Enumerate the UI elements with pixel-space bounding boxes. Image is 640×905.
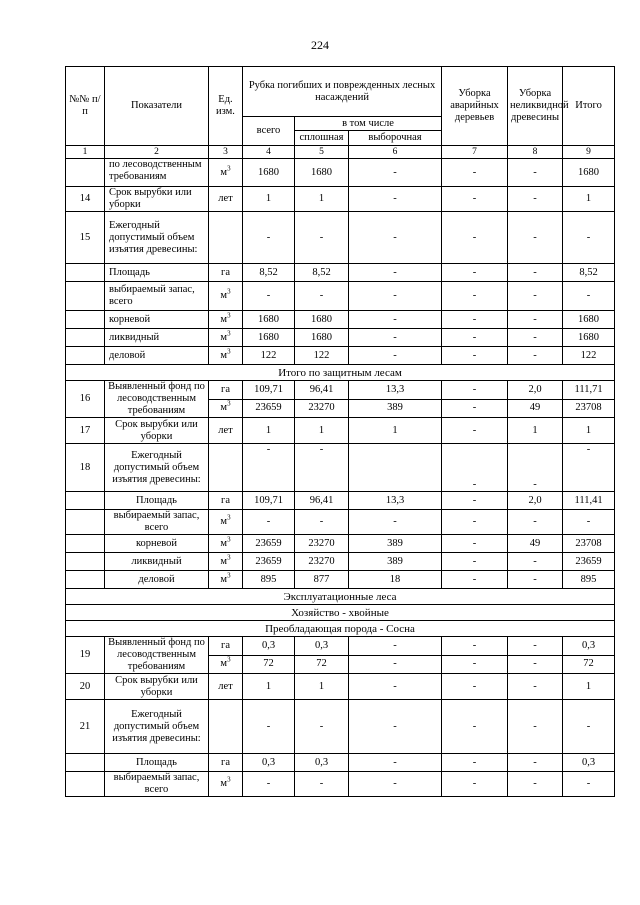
row-label: деловой (105, 571, 209, 589)
unit-m3-exp: 3 (227, 164, 231, 172)
value-cell: - (442, 510, 508, 535)
value-cell: - (442, 700, 508, 754)
row-number (66, 347, 105, 365)
value-cell: 1680 (563, 329, 615, 347)
value-cell: - (442, 329, 508, 347)
value-cell: 72 (563, 655, 615, 674)
forest-felling-table (65, 66, 615, 797)
row-label: Выявленный фонд по лесоводственным требованиям (105, 637, 209, 674)
value-cell: 877 (295, 571, 349, 589)
value-cell (349, 444, 442, 492)
value-cell: 8,52 (243, 264, 295, 282)
unit-m3-base: м (220, 778, 228, 789)
unit-m3-base: м (220, 331, 228, 343)
row-number: 19 (66, 637, 105, 674)
unit-m3-exp: 3 (227, 553, 231, 561)
unit-m3-base: м (220, 166, 228, 178)
row-number (66, 571, 105, 589)
row-number: 15 (66, 212, 105, 264)
unit-cell (209, 311, 243, 329)
value-cell: - (442, 571, 508, 589)
value-cell: 23270 (295, 399, 349, 418)
value-cell: - (243, 444, 295, 492)
unit-cell (209, 399, 243, 418)
header-indicators: Показатели (105, 67, 209, 146)
value-cell: - (349, 637, 442, 656)
value-cell: - (349, 159, 442, 187)
value-cell: 895 (563, 571, 615, 589)
value-cell: - (563, 212, 615, 264)
value-cell: 111,71 (563, 381, 615, 400)
value-cell: 1 (563, 418, 615, 444)
value-cell: 1 (243, 674, 295, 700)
value-cell: - (563, 444, 615, 492)
row-number (66, 772, 105, 797)
unit-cell (209, 492, 243, 510)
row-number: 17 (66, 418, 105, 444)
header-selective: выборочная (349, 131, 442, 146)
value-cell: - (508, 754, 563, 772)
value-cell: - (442, 399, 508, 418)
header-nonliquid: Уборка неликвидной древесины (508, 67, 563, 146)
table-row (66, 381, 615, 400)
value-cell: - (349, 282, 442, 311)
row-label: Ежегодный допустимый объем изъятия древесины: (105, 700, 209, 754)
value-cell: 895 (243, 571, 295, 589)
value-cell: - (508, 674, 563, 700)
value-cell: - (243, 510, 295, 535)
value-cell: - (508, 159, 563, 187)
unit-cell (209, 772, 243, 797)
table-row (66, 282, 615, 311)
row-label: по лесоводственным требованиям (105, 159, 209, 187)
value-cell: - (442, 381, 508, 400)
table-row (66, 444, 615, 492)
value-cell: - (243, 282, 295, 311)
value-cell: 0,3 (295, 637, 349, 656)
value-cell: 13,3 (349, 381, 442, 400)
value-cell: 8,52 (563, 264, 615, 282)
value-cell: 1680 (563, 311, 615, 329)
table-row (66, 553, 615, 571)
page-number: 224 (311, 38, 329, 52)
value-cell: - (349, 311, 442, 329)
row-label: Площадь (105, 754, 209, 772)
row-label: Срок вырубки или уборки (105, 418, 209, 444)
table-row (66, 159, 615, 187)
value-cell: - (442, 212, 508, 264)
row-number (66, 282, 105, 311)
unit-m3-exp: 3 (227, 535, 231, 543)
value-cell: 72 (295, 655, 349, 674)
unit-cell (209, 674, 243, 700)
unit-label: га (221, 756, 230, 768)
value-cell: 23659 (243, 399, 295, 418)
unit-m3-exp: 3 (227, 571, 231, 579)
section-title: Итого по защитным лесам (66, 365, 615, 381)
value-cell: - (295, 212, 349, 264)
unit-m3-base: м (220, 658, 228, 670)
value-cell: - (349, 187, 442, 212)
unit-cell (209, 212, 243, 264)
unit-cell (209, 655, 243, 674)
value-cell: - (442, 674, 508, 700)
unit-cell (209, 418, 243, 444)
value-cell: - (508, 347, 563, 365)
unit-label: лет (218, 193, 233, 204)
value-cell: - (295, 444, 349, 492)
header-sum: Итого (563, 67, 615, 146)
row-label: Срок вырубки или уборки (105, 674, 209, 700)
value-cell: 0,3 (295, 754, 349, 772)
row-label: Ежегодный допустимый объем изъятия древесины: (105, 212, 209, 264)
table-row (66, 674, 615, 700)
table-row (66, 535, 615, 553)
row-label: корневой (105, 311, 209, 329)
unit-m3-base: м (220, 313, 228, 325)
value-cell: - (442, 492, 508, 510)
unit-label: га (221, 494, 230, 506)
value-cell: - (349, 347, 442, 365)
value-cell: - (508, 187, 563, 212)
unit-label: га (221, 266, 230, 278)
section-row (66, 589, 615, 605)
table-row (66, 418, 615, 444)
value-cell: - (442, 311, 508, 329)
value-cell: - (508, 212, 563, 264)
section-title: Преобладающая порода - Сосна (66, 621, 615, 637)
value-cell: 23270 (295, 553, 349, 571)
column-index-2: 2 (105, 146, 209, 159)
value-cell: 122 (563, 347, 615, 365)
row-number (66, 510, 105, 535)
table-row (66, 311, 615, 329)
value-cell: 2,0 (508, 492, 563, 510)
value-cell: 1 (295, 418, 349, 444)
unit-m3-base: м (220, 537, 228, 549)
row-label: Площадь (105, 264, 209, 282)
value-cell: - (349, 674, 442, 700)
unit-m3-exp: 3 (227, 399, 231, 408)
value-cell: - (349, 264, 442, 282)
unit-m3-exp: 3 (227, 775, 231, 784)
column-index-5: 5 (295, 146, 349, 159)
value-cell: - (563, 282, 615, 311)
value-cell: - (442, 553, 508, 571)
value-cell: - (442, 444, 508, 492)
column-index-4: 4 (243, 146, 295, 159)
unit-m3-base: м (220, 349, 228, 361)
value-cell: 122 (295, 347, 349, 365)
value-cell: - (442, 418, 508, 444)
table-row (66, 510, 615, 535)
value-cell: - (508, 637, 563, 656)
value-cell: 23659 (243, 553, 295, 571)
value-cell: 389 (349, 535, 442, 553)
table-row (66, 637, 615, 656)
value-cell: 1680 (243, 159, 295, 187)
value-cell: 1680 (295, 311, 349, 329)
unit-m3-exp: 3 (227, 287, 231, 296)
row-number: 16 (66, 381, 105, 418)
value-cell: - (563, 772, 615, 797)
section-title: Хозяйство - хвойные (66, 605, 615, 621)
unit-label: лет (218, 424, 233, 436)
unit-m3-base: м (220, 516, 228, 527)
value-cell: 0,3 (563, 637, 615, 656)
header-unit: Ед. изм. (209, 67, 243, 146)
table-row (66, 187, 615, 212)
value-cell: 2,0 (508, 381, 563, 400)
table-row (66, 571, 615, 589)
value-cell: - (243, 772, 295, 797)
value-cell: 1 (243, 418, 295, 444)
section-row (66, 621, 615, 637)
header-clear: сплошная (295, 131, 349, 146)
row-label: ликвидный (105, 553, 209, 571)
value-cell: 1680 (243, 311, 295, 329)
value-cell: 111,41 (563, 492, 615, 510)
value-cell: 96,41 (295, 492, 349, 510)
section-row (66, 365, 615, 381)
value-cell: - (563, 700, 615, 754)
unit-cell (209, 347, 243, 365)
row-label: Ежегодный допустимый объем изъятия древесины: (105, 444, 209, 492)
header-total: всего (243, 117, 295, 146)
unit-cell (209, 571, 243, 589)
value-cell: 1 (243, 187, 295, 212)
value-cell: 49 (508, 535, 563, 553)
row-number (66, 535, 105, 553)
value-cell: - (349, 772, 442, 797)
row-label: ликвидный (105, 329, 209, 347)
header-including: в том числе (295, 117, 442, 131)
value-cell: 0,3 (243, 637, 295, 656)
row-label: выбираемый запас, всего (105, 510, 209, 535)
row-number (66, 311, 105, 329)
table-row (66, 264, 615, 282)
value-cell: - (442, 754, 508, 772)
section-row (66, 605, 615, 621)
value-cell: 109,71 (243, 381, 295, 400)
value-cell: 18 (349, 571, 442, 589)
value-cell: 23708 (563, 399, 615, 418)
value-cell: - (442, 655, 508, 674)
value-cell: - (349, 700, 442, 754)
value-cell: - (243, 212, 295, 264)
value-cell: - (508, 700, 563, 754)
value-cell: - (295, 700, 349, 754)
unit-cell (209, 510, 243, 535)
value-cell: - (442, 187, 508, 212)
value-cell: 389 (349, 553, 442, 571)
value-cell: - (442, 535, 508, 553)
row-number: 14 (66, 187, 105, 212)
row-label: выбираемый запас, всего (105, 772, 209, 797)
value-cell: 23708 (563, 535, 615, 553)
value-cell: 1680 (563, 159, 615, 187)
table-row (66, 347, 615, 365)
header-emergency: Уборка аварийных деревьев (442, 67, 508, 146)
unit-cell (209, 444, 243, 492)
value-cell: - (349, 754, 442, 772)
unit-m3-base: м (220, 573, 228, 585)
value-cell: 109,71 (243, 492, 295, 510)
unit-cell (209, 754, 243, 772)
value-cell: - (508, 772, 563, 797)
value-cell: - (508, 311, 563, 329)
row-number (66, 492, 105, 510)
value-cell: - (442, 264, 508, 282)
unit-m3-exp: 3 (227, 311, 231, 319)
column-index-9: 9 (563, 146, 615, 159)
value-cell: - (442, 772, 508, 797)
value-cell: 1 (295, 187, 349, 212)
section-title: Эксплуатационные леса (66, 589, 615, 605)
table-row (66, 329, 615, 347)
value-cell: 23659 (563, 553, 615, 571)
value-cell: 1 (563, 187, 615, 212)
column-index-1: 1 (66, 146, 105, 159)
row-number (66, 553, 105, 571)
value-cell: - (295, 772, 349, 797)
value-cell: 1 (295, 674, 349, 700)
value-cell: - (349, 510, 442, 535)
value-cell: - (508, 282, 563, 311)
value-cell: - (349, 329, 442, 347)
value-cell: - (295, 510, 349, 535)
table-row (66, 700, 615, 754)
row-label: Выявленный фонд по лесоводственным требованиям (105, 381, 209, 418)
unit-label: га (221, 383, 230, 395)
unit-cell (209, 187, 243, 212)
column-index-8: 8 (508, 146, 563, 159)
value-cell: - (442, 159, 508, 187)
value-cell: - (508, 444, 563, 492)
value-cell: 72 (243, 655, 295, 674)
column-index-7: 7 (442, 146, 508, 159)
row-label: Срок вырубки или уборки (105, 187, 209, 212)
value-cell: - (508, 510, 563, 535)
value-cell: 389 (349, 399, 442, 418)
value-cell: - (349, 655, 442, 674)
value-cell: 1 (563, 674, 615, 700)
value-cell: 1 (349, 418, 442, 444)
value-cell: - (508, 329, 563, 347)
value-cell: - (563, 510, 615, 535)
unit-cell (209, 637, 243, 656)
column-index-3: 3 (209, 146, 243, 159)
value-cell: - (295, 282, 349, 311)
value-cell: 0,3 (563, 754, 615, 772)
table-row (66, 212, 615, 264)
header-felling: Рубка погибших и поврежденных лесных насаждений (243, 67, 442, 117)
row-number (66, 159, 105, 187)
value-cell: 13,3 (349, 492, 442, 510)
value-cell: 1680 (295, 329, 349, 347)
row-label: деловой (105, 347, 209, 365)
column-index-6: 6 (349, 146, 442, 159)
value-cell: - (508, 655, 563, 674)
row-number: 20 (66, 674, 105, 700)
unit-m3-exp: 3 (227, 513, 231, 522)
value-cell: 122 (243, 347, 295, 365)
value-cell: - (349, 212, 442, 264)
unit-cell (209, 535, 243, 553)
unit-cell (209, 329, 243, 347)
value-cell: - (508, 571, 563, 589)
value-cell: 49 (508, 399, 563, 418)
value-cell: 23659 (243, 535, 295, 553)
row-number (66, 264, 105, 282)
table-row (66, 754, 615, 772)
unit-cell (209, 553, 243, 571)
row-number (66, 329, 105, 347)
unit-m3-base: м (220, 290, 228, 301)
unit-cell (209, 264, 243, 282)
row-number: 18 (66, 444, 105, 492)
value-cell: 8,52 (295, 264, 349, 282)
table-row (66, 772, 615, 797)
value-cell: 96,41 (295, 381, 349, 400)
unit-cell (209, 282, 243, 311)
table-row (66, 492, 615, 510)
row-label: корневой (105, 535, 209, 553)
value-cell: 1 (508, 418, 563, 444)
value-cell: 1680 (243, 329, 295, 347)
value-cell: 0,3 (243, 754, 295, 772)
unit-cell (209, 159, 243, 187)
header-num: №№ п/п (66, 67, 105, 146)
unit-label: га (221, 639, 230, 651)
value-cell: - (442, 637, 508, 656)
value-cell: 1680 (295, 159, 349, 187)
row-label: Площадь (105, 492, 209, 510)
value-cell: - (508, 264, 563, 282)
unit-m3-exp: 3 (227, 329, 231, 337)
value-cell: - (508, 553, 563, 571)
row-number (66, 754, 105, 772)
unit-label: лет (218, 680, 233, 692)
value-cell: - (442, 282, 508, 311)
unit-m3-exp: 3 (227, 655, 231, 664)
value-cell: 23270 (295, 535, 349, 553)
row-label: выбираемый запас, всего (105, 282, 209, 311)
value-cell: - (243, 700, 295, 754)
row-number: 21 (66, 700, 105, 754)
unit-cell (209, 700, 243, 754)
unit-m3-exp: 3 (227, 347, 231, 355)
unit-m3-base: м (220, 402, 228, 414)
unit-cell (209, 381, 243, 400)
unit-m3-base: м (220, 555, 228, 567)
value-cell: - (442, 347, 508, 365)
